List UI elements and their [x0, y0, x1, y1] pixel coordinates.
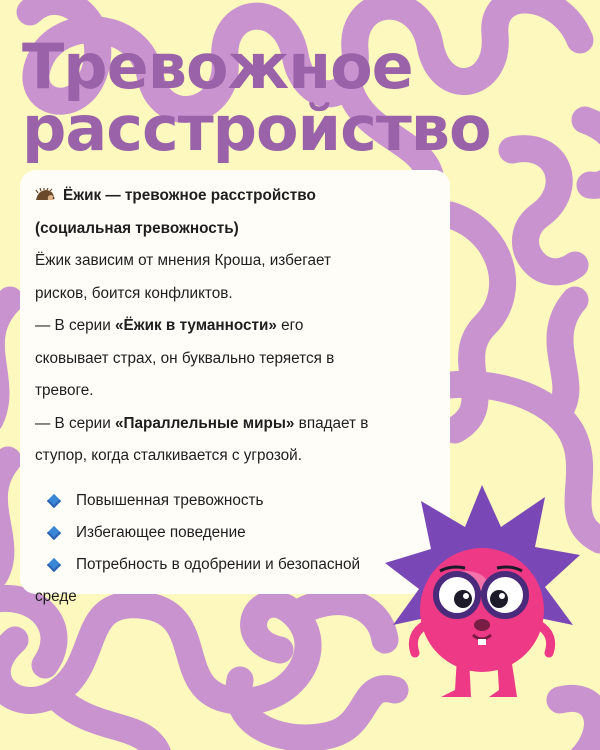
episode-2-line	[35, 408, 438, 441]
card-heading-text: Ёжик — тревожное расстройство	[63, 187, 316, 204]
blue-diamond-icon	[47, 493, 61, 507]
trait-continuation: среде	[35, 587, 77, 605]
episode-2-line: ступор, когда сталкивается с угрозой.	[35, 447, 302, 464]
description-line: рисков, боится конфликтов.	[35, 284, 233, 302]
episode-2-prefix: — В серии	[35, 414, 116, 432]
episode-1-line: тревоге.	[35, 382, 94, 399]
blue-diamond-icon	[47, 525, 61, 539]
episode-2-suffix: впадает в	[294, 414, 369, 432]
list-item	[35, 485, 438, 517]
episode-1-title: «Ёжик в туманности»	[115, 317, 277, 334]
trait-label: Избегающее поведение	[76, 523, 246, 541]
episode-2-title: «Параллельные миры»	[115, 414, 295, 432]
card-heading	[35, 180, 438, 213]
episode-1-prefix: — В серии	[35, 317, 116, 334]
episode-1-line	[35, 310, 438, 343]
list-item	[35, 517, 438, 549]
blue-diamond-icon	[47, 557, 61, 571]
trait-label: Потребность в одобрении и безопасной	[76, 555, 360, 573]
trait-label: Повышенная тревожность	[76, 491, 264, 509]
card-subheading: (социальная тревожность)	[35, 219, 239, 237]
hedgehog-character-illustration	[385, 485, 580, 715]
episode-1-line: сковывает страх, он буквально теряется в	[35, 349, 335, 367]
episode-1-suffix: его	[276, 317, 304, 334]
title-line-1: Тревожное	[22, 30, 413, 103]
title-line-2: расстройство	[22, 92, 491, 165]
hedgehog-icon	[35, 188, 55, 201]
page-title	[22, 30, 491, 165]
description-line: Ёжик зависим от мнения Кроша, избегает	[35, 252, 331, 269]
list-item	[35, 549, 438, 581]
traits-list	[35, 485, 438, 614]
